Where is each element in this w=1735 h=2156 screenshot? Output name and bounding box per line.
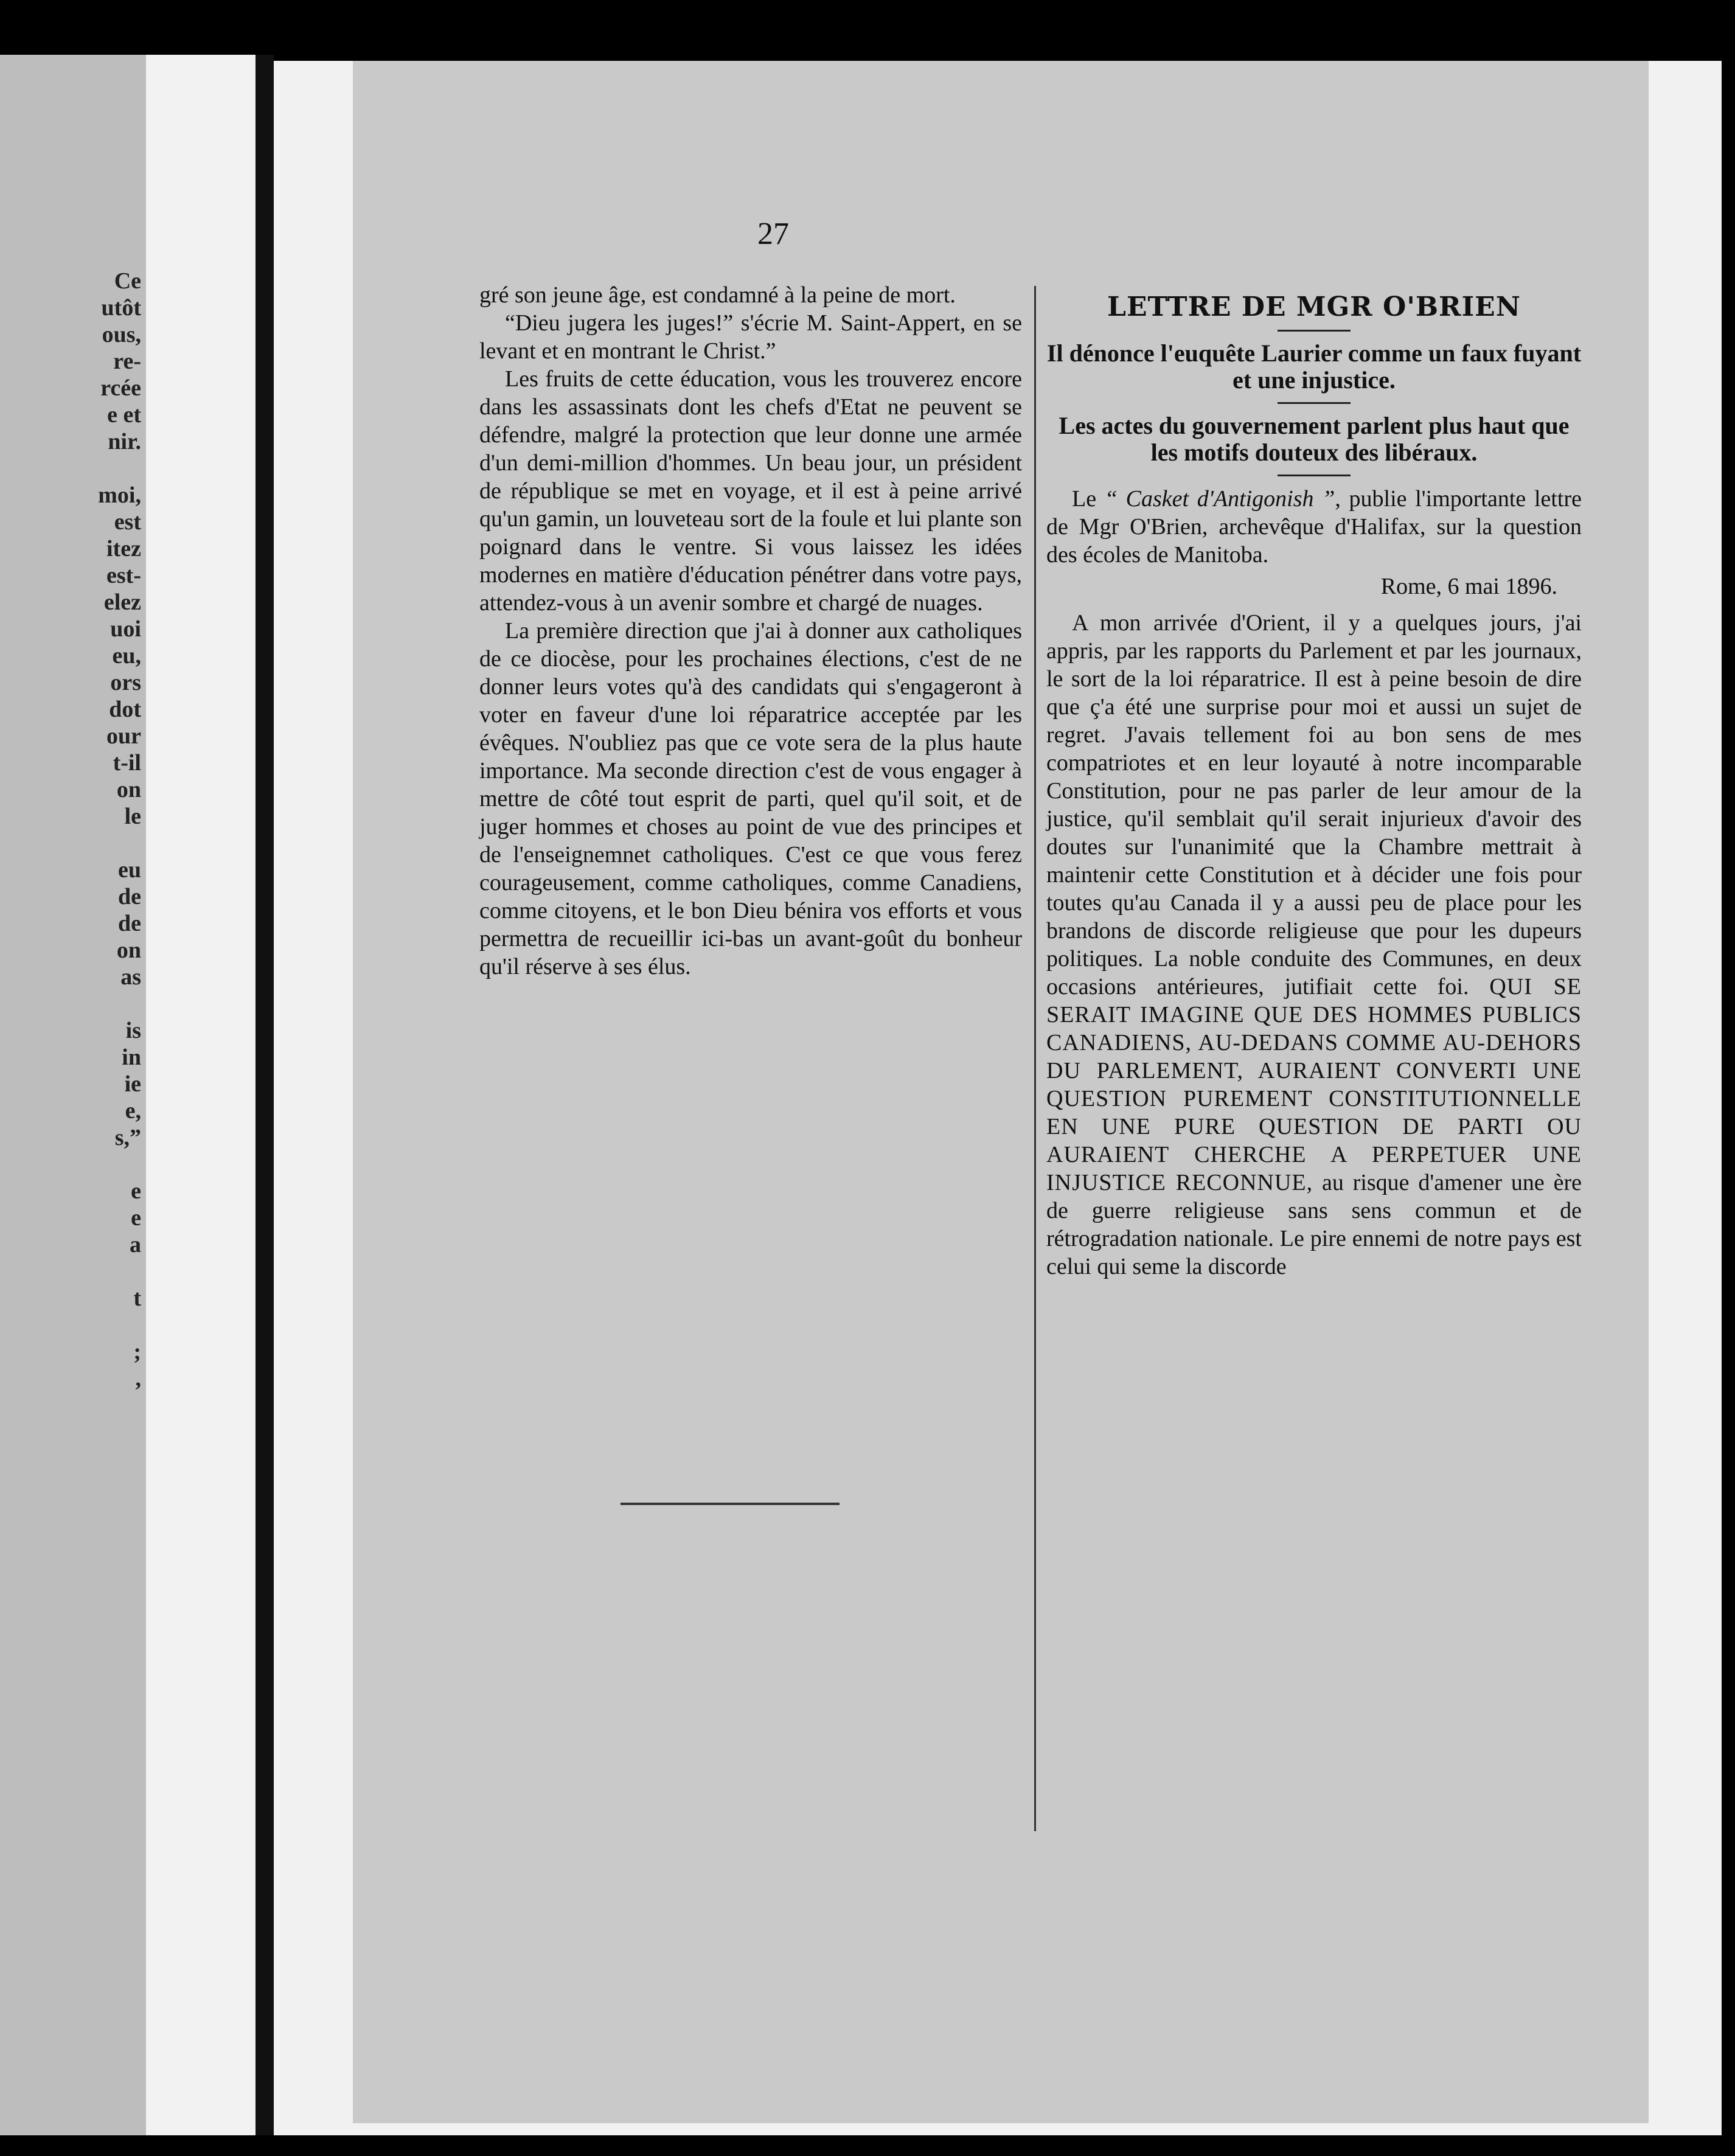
article-subheadline-1: Il dénonce l'euquête Laurier comme un faux fuyant et une injustice. — [1046, 339, 1582, 394]
right-column — [1046, 293, 1582, 1281]
previous-page-fragment-line: moi, — [98, 482, 141, 508]
previous-page-fragment-line: utôt — [101, 295, 141, 321]
page-gutter — [146, 55, 256, 2135]
headline-rule — [1278, 330, 1351, 332]
previous-page-fragment-line: dot — [109, 697, 141, 722]
previous-page-fragment-line: est — [114, 509, 141, 535]
previous-page-fragment-line: re- — [113, 349, 141, 374]
previous-page-fragment-line: ie — [124, 1071, 141, 1097]
previous-page-fragment-line: t — [133, 1285, 141, 1311]
previous-page-fragment-line: le — [124, 804, 141, 829]
previous-page-fragment-line: nir. — [108, 429, 141, 454]
left-paragraph-3: Les fruits de cette éducation, vous les trouverez encore dans les assassinats dont les chefs d'Etat ne peuvent se défendre, malgré la protection que leur donne une armée d'un demi-million d'hommes. Un beau jour, un président de république se met en voyage, et il est à peine arrivé qu'un gamin, un louveteau sort de la foule et lui plante son poignard dans le ventre. Si vous laissez les idées modernes en matière d'éducation pénétrer dans votre pays, attendez-vous à un avenir sombre et chargé de nuages. — [479, 366, 1022, 616]
article-subheadline-2: Les actes du gouvernement parlent plus haut que les motifs douteux des libéraux. — [1059, 412, 1570, 466]
intro-prefix: Le — [1072, 486, 1105, 512]
previous-page-fragment-line: e et — [107, 402, 141, 428]
letter-end-text: au risque d'amener une ère de guerre religieuse sans sens commun et de rétrogradation nationale. Le pire ennemi de notre pays est celui qui seme la discorde — [1046, 1170, 1582, 1279]
previous-page-fragment-line: e — [131, 1205, 141, 1231]
previous-page-fragment — [0, 55, 146, 2135]
previous-page-fragment-line: , — [135, 1366, 141, 1391]
subheadline-rule-2 — [1278, 475, 1351, 476]
previous-page-fragment-line: est- — [106, 563, 141, 588]
previous-page-text-fragments — [7, 268, 141, 1392]
subheadline-rule — [1278, 402, 1351, 404]
previous-page-fragment-line — [7, 1258, 141, 1285]
section-end-rule — [621, 1503, 840, 1505]
previous-page-fragment-line — [7, 830, 141, 857]
letter-caps-text: QUI SE SERAIT IMAGINE QUE DES HOMMES PUBLICS CANADIENS, AU-DEDANS COMME AU-DEHORS DU PARLEMENT, AURAIENT CONVERTI UNE QUESTION PUREMENT CONSTITUTIONNELLE EN UNE PURE QUESTION DE PARTI OU AURAIENT CHERCHE A PERPETUER UNE INJUSTICE RECONNUE, — [1046, 974, 1582, 1195]
previous-page-fragment-line: our — [106, 723, 141, 749]
previous-page-fragment-line: de — [118, 884, 141, 909]
previous-page-fragment-line: on — [116, 777, 141, 802]
previous-page-fragment-line: e — [131, 1178, 141, 1204]
previous-page-fragment-line: rcée — [100, 375, 141, 401]
previous-page-fragment-line: s,” — [114, 1125, 141, 1150]
letter-dateline: Rome, 6 mai 1896. — [1380, 574, 1557, 599]
intro-rest: , publie l'importante lettre de Mgr O'Brien, archevêque d'Halifax, sur la question des écoles de Manitoba. — [1046, 486, 1582, 568]
article-headline: LETTRE DE MGR O'BRIEN — [1107, 291, 1521, 322]
previous-page-fragment-line: de — [118, 911, 141, 936]
previous-page-fragment-line: ; — [133, 1339, 141, 1365]
page-number: 27 — [757, 217, 789, 251]
previous-page-fragment-line: as — [120, 964, 141, 990]
newspaper-title: “ Casket d'Antigonish ” — [1104, 486, 1335, 512]
previous-page-fragment-line: itez — [106, 536, 141, 562]
page-fold-shadow — [256, 55, 274, 2135]
intro-paragraph — [1046, 485, 1582, 569]
previous-page-fragment-line: eu, — [112, 643, 141, 669]
letter-body — [1046, 609, 1582, 1281]
previous-page-fragment-line — [7, 455, 141, 482]
previous-page-fragment-line: in — [122, 1045, 141, 1070]
left-column — [479, 281, 1022, 981]
previous-page-fragment-line: ors — [110, 670, 141, 695]
letter-body-text: A mon arrivée d'Orient, il y a quelques jours, j'ai appris, par les rapports du Parlement et par les journaux, le sort de la loi réparatrice. Il est à peine besoin de dire que ç'a été une surprise pour moi et aussi un sujet de regret. J'avais tellement foi au bon sens de mes compatriotes et en leur loyauté à notre incomparable Constitution, pour ne pas parler de leur amour de la justice, qu'il semblait qu'il serait injurieux d'avoir des doutes sur l'unanimité que la Chambre mettrait à maintenir cette Constitution et à décider une fois pour toutes qu'au Canada il y a aussi peu de place pour les brandons de discorde religieuse que pour les dupeurs politiques. La noble conduite des Communes, en deux occasions antérieures, jutifiait cette foi. — [1046, 610, 1582, 1000]
previous-page-fragment-line: ous, — [102, 322, 141, 347]
previous-page-fragment-line — [7, 1151, 141, 1178]
previous-page-fragment-line: Ce — [114, 268, 141, 294]
previous-page-fragment-line: is — [125, 1018, 141, 1043]
previous-page-fragment-line: eu — [118, 857, 141, 883]
left-paragraph-1: gré son jeune âge, est condamné à la peine de mort. — [479, 282, 956, 308]
previous-page-fragment-line: t-il — [113, 750, 141, 776]
previous-page-fragment-line: on — [116, 937, 141, 963]
previous-page-fragment-line: elez — [103, 589, 141, 615]
previous-page-fragment-line — [7, 990, 141, 1017]
left-paragraph-2: “Dieu jugera les juges!” s'écrie M. Saint-Appert, en se levant et en montrant le Christ.” — [479, 310, 1022, 364]
previous-page-fragment-line: e, — [125, 1098, 141, 1124]
previous-page-fragment-line: uoi — [110, 616, 141, 642]
column-divider — [1034, 286, 1036, 1831]
previous-page-fragment-line: a — [130, 1232, 141, 1257]
left-paragraph-4: La première direction que j'ai à donner aux catholiques de ce diocèse, pour les prochaines élections, c'est de ne donner leurs votes qu'à des candidats qui s'engageront à voter en faveur d'une loi réparatrice acceptée par les évêques. N'oubliez pas que ce vote sera de la plus haute importance. Ma seconde direction c'est de vous engager à mettre de côté tout esprit de parti, quel qu'il soit, et de juger hommes et choses au point de vue des principes et de l'enseignemnet catholiques. C'est ce que vous ferez courageusement, comme catholiques, comme Canadiens, comme citoyens, et le bon Dieu bénira vos efforts et vous permettra de recueillir ici-bas un avant-goût du bonheur qu'il réserve à ses élus. — [479, 618, 1022, 979]
previous-page-fragment-line — [7, 1312, 141, 1338]
